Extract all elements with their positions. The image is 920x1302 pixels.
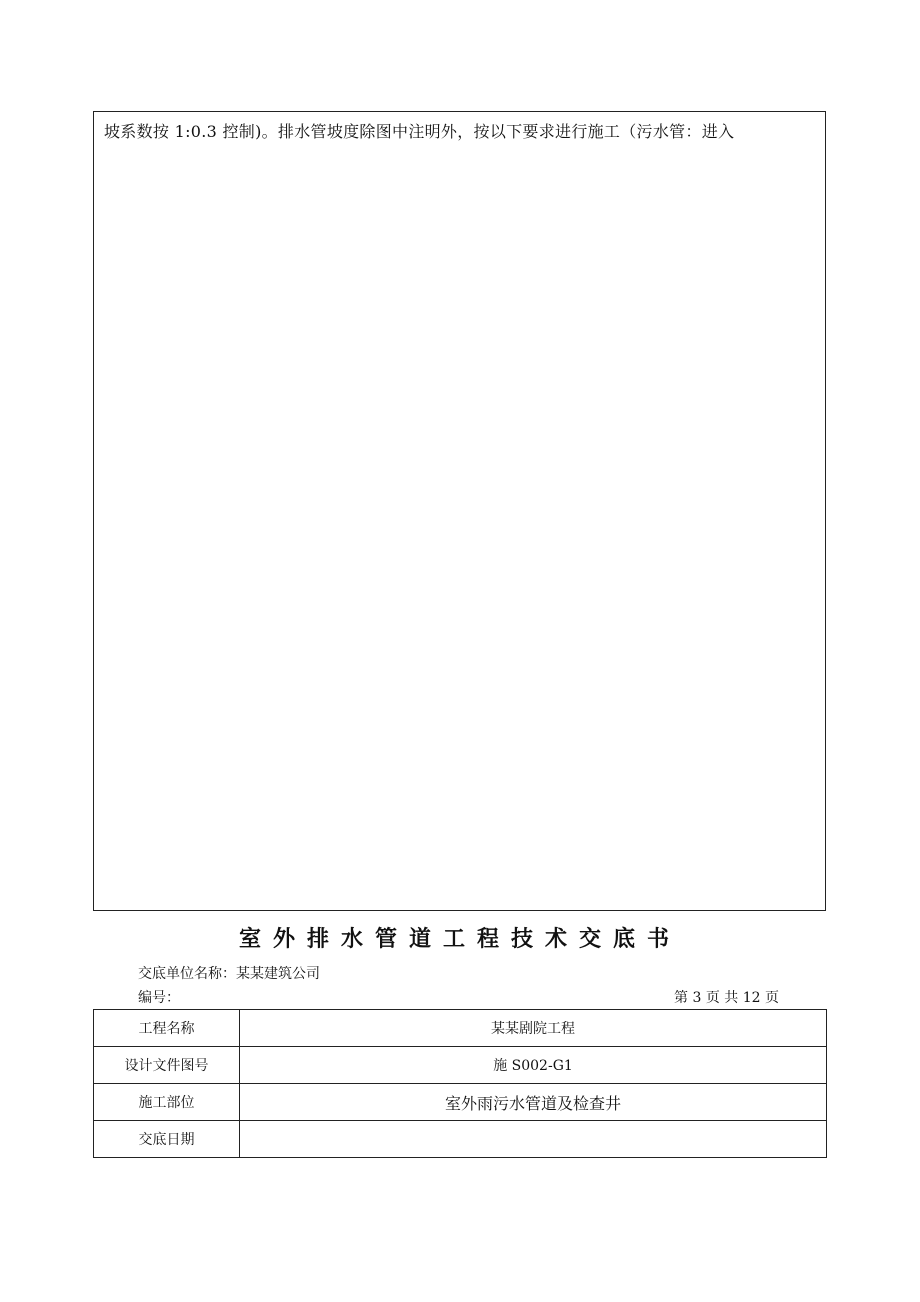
construction-part-label: 施工部位 (94, 1084, 240, 1121)
page-indicator: 第 3 页 共 12 页 (674, 990, 779, 1006)
document-number-label: 编号： (138, 990, 180, 1006)
project-info-table (93, 1009, 827, 1158)
disclosure-date-label: 交底日期 (94, 1121, 240, 1158)
construction-part-value: 室外雨污水管道及检查井 (240, 1084, 827, 1121)
project-name-label: 工程名称 (94, 1010, 240, 1047)
project-name-value: 某某剧院工程 (240, 1010, 827, 1047)
continued-text-line: 坡系数按 1:0.3 控制)。排水管坡度除图中注明外，按以下要求进行施工（污水管：进入 (104, 122, 735, 141)
table-row (94, 1010, 827, 1047)
drawing-number-label: 设计文件图号 (94, 1047, 240, 1084)
disclosure-unit: 交底单位名称：某某建筑公司 (138, 966, 320, 982)
document-title: 室外排水管道工程技术交底书 (238, 927, 681, 952)
table-row (94, 1121, 827, 1158)
disclosure-date-value (240, 1121, 827, 1158)
previous-page-content-box (93, 111, 826, 911)
table-row (94, 1047, 827, 1084)
drawing-number-value: 施 S002-G1 (240, 1047, 827, 1084)
table-row (94, 1084, 827, 1121)
